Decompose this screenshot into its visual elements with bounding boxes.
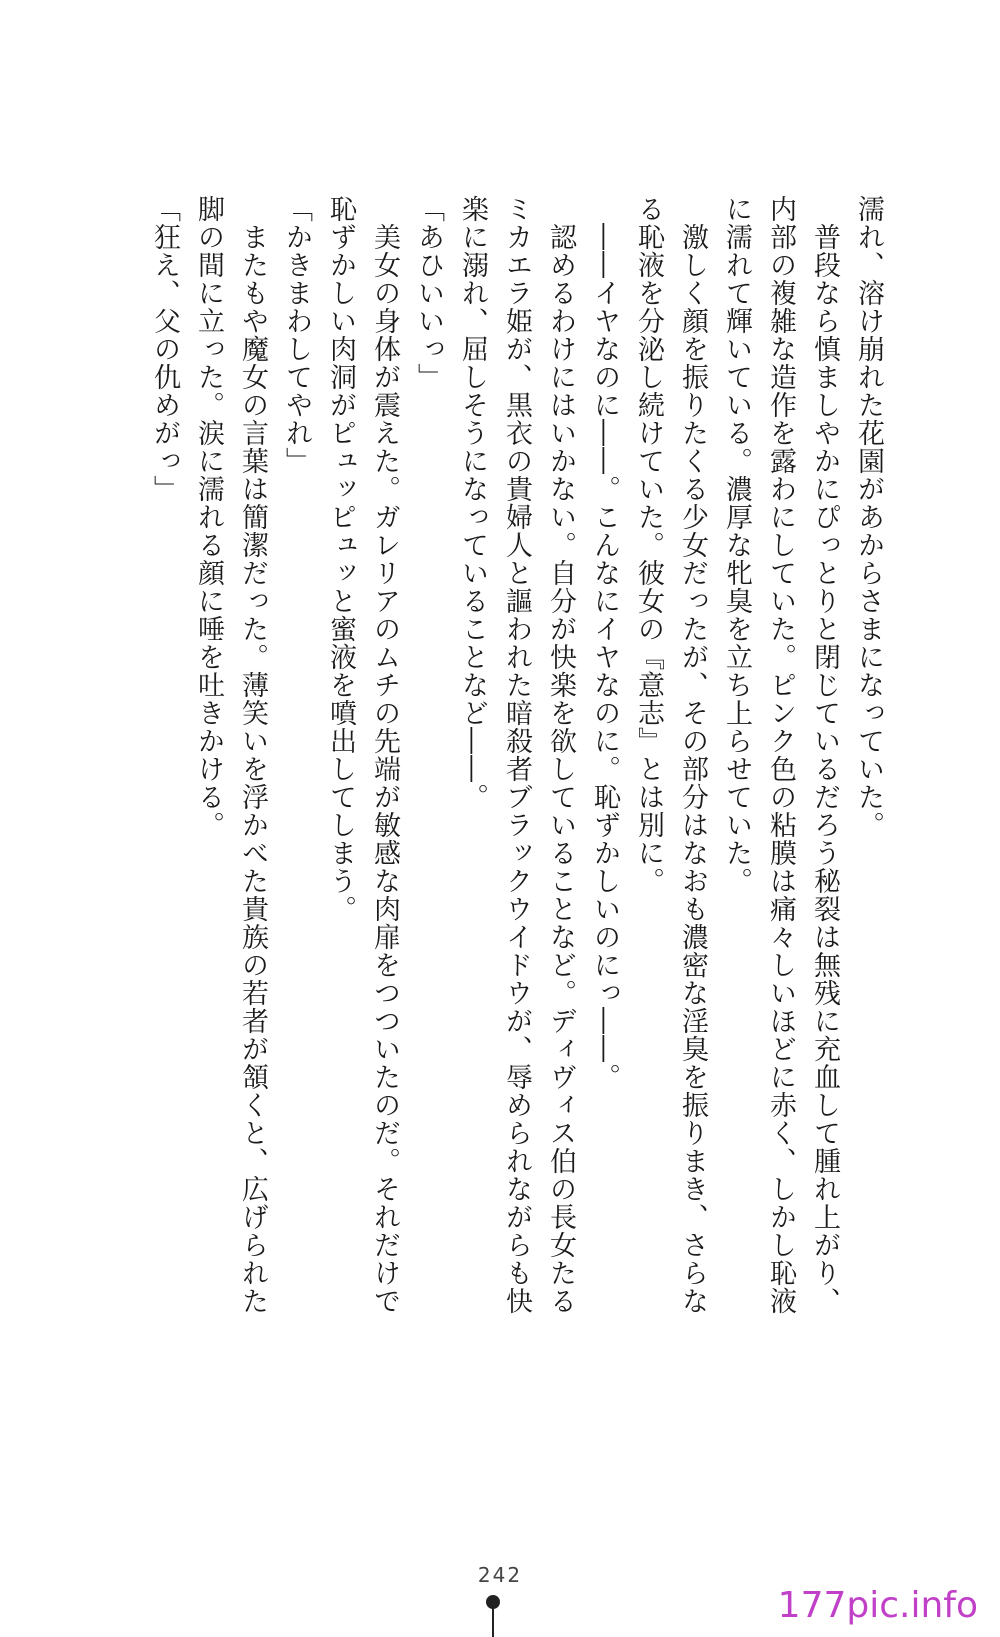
page-marker-line [492, 1606, 494, 1637]
text-line: 楽に溺れ、屈しそうになっていることなど――。 [457, 195, 488, 811]
text-line: またもや魔女の言葉は簡潔だった。薄笑いを浮かべた貴族の若者が頷くと、広げられた [237, 195, 268, 1315]
text-line: 激しく顔を振りたくる少女だったが、その部分はなおも濃密な淫臭を振りまき、さらな [677, 195, 708, 1315]
text-line: に濡れて輝いている。濃厚な牝臭を立ち上らせていた。 [721, 195, 752, 895]
page-number: 242 [477, 1563, 523, 1587]
text-line: 脚の間に立った。涙に濡れる顔に唾を吐きかける。 [193, 195, 224, 839]
text-line: 普段なら慎ましやかにぴっとりと閉じているだろう秘裂は無残に充血して腫れ上がり、 [809, 195, 840, 1315]
text-line: ミカエラ姫が、黒衣の貴婦人と謳われた暗殺者ブラックウイドウが、辱められながらも快 [501, 195, 532, 1315]
text-line: 認めるわけにはいかない。自分が快楽を欲していることなど。ディヴィス伯の長女たる [545, 195, 576, 1315]
watermark: 177pic.info [777, 1585, 978, 1626]
text-line: ――イヤなのに――。こんなにイヤなのに。恥ずかしいのにっ――。 [589, 195, 620, 1091]
text-line: 恥ずかしい肉洞がピュッピュッと蜜液を噴出してしまう。 [325, 195, 356, 923]
text-line: 濡れ、溶け崩れた花園があからさまになっていた。 [853, 195, 884, 839]
text-line: 「あひいいっ」 [413, 195, 444, 391]
text-line: 美女の身体が震えた。ガレリアのムチの先端が敏感な肉扉をつついたのだ。それだけで [369, 195, 400, 1315]
text-line: 内部の複雑な造作を露わにしていた。ピンク色の粘膜は痛々しいほどに赤く、しかし恥液 [765, 195, 796, 1315]
body-text [142, 195, 890, 1345]
text-line: 「狂え、父の仇めがっ」 [149, 195, 180, 503]
text-line: る恥液を分泌し続けていた。彼女の『意志』とは別に。 [633, 195, 664, 895]
text-line: 「かきまわしてやれ」 [281, 195, 312, 475]
